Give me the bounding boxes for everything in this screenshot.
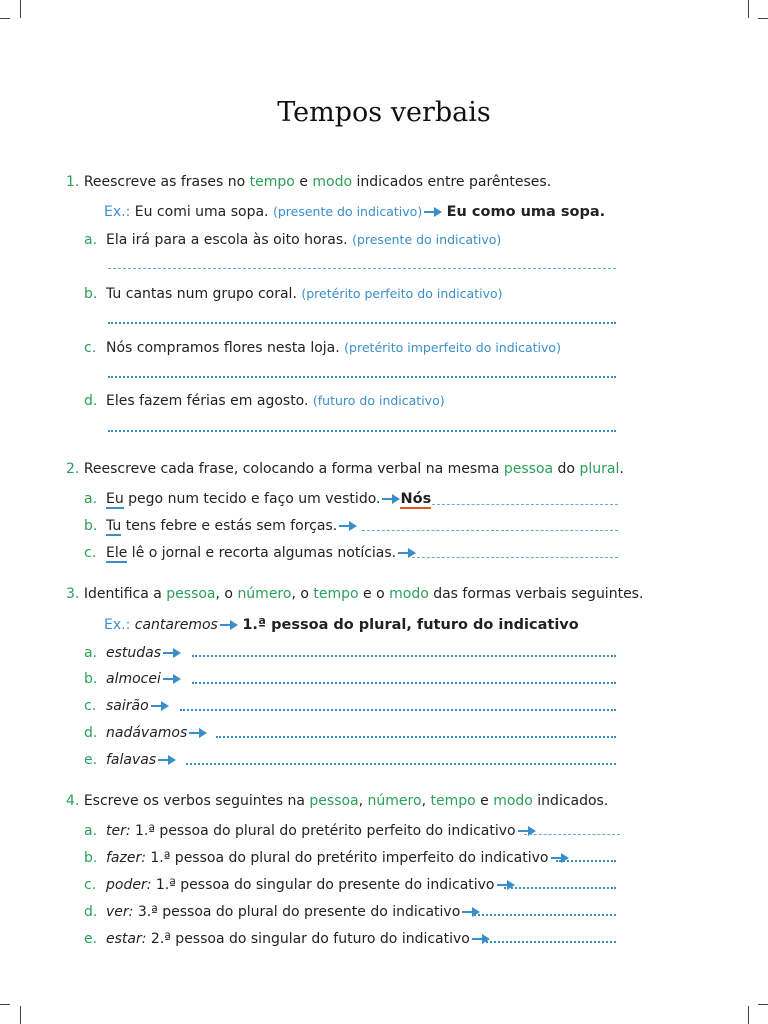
q3-item-b (84, 670, 181, 688)
q2-text: . (619, 461, 624, 477)
item-subject: Eu (106, 491, 124, 507)
q4-item-d (84, 903, 480, 921)
q4-text: , (358, 793, 368, 809)
q1-item-c (84, 339, 561, 357)
q3-number: 3. (66, 586, 80, 602)
answer-line-q3b[interactable] (192, 682, 616, 684)
answer-line-q4d[interactable] (474, 914, 616, 916)
item-letter: a. (84, 823, 98, 839)
item-letter: b. (84, 518, 98, 534)
q3-instruction (66, 585, 643, 603)
q4-text: Escreve os verbos seguintes na (83, 793, 310, 809)
answer-line-q3a[interactable] (192, 655, 616, 657)
arrow-icon (189, 728, 207, 738)
example-sentence: Eu comi uma sopa. (134, 204, 269, 220)
q4-item-e (84, 930, 490, 948)
answer-line-q2c[interactable] (412, 557, 618, 558)
crop-mark-top-left (20, 0, 21, 18)
q3-example (104, 616, 579, 634)
item-hint: (pretérito perfeito do indicativo) (301, 286, 503, 301)
q4-keyword-modo: modo (493, 793, 533, 809)
q1-number: 1. (66, 174, 80, 190)
q2-item-a (84, 490, 431, 508)
example-label: Ex.: (104, 617, 131, 633)
arrow-icon (424, 207, 442, 217)
answer-line-q1b[interactable] (108, 322, 616, 324)
item-letter: d. (84, 393, 98, 409)
arrow-icon (382, 494, 400, 504)
item-word: sairão (106, 698, 149, 714)
item-sentence: tens febre e estás sem forças. (121, 518, 338, 534)
q4-item-b (84, 849, 569, 867)
example-answer: Eu como uma sopa. (446, 204, 606, 220)
item-letter: b. (84, 671, 98, 687)
q3-item-c (84, 697, 169, 715)
item-sentence: Tu cantas num grupo coral. (106, 286, 297, 302)
answer-line-q2a[interactable] (432, 504, 618, 505)
item-letter: c. (84, 877, 97, 893)
crop-mark-right-bottom (758, 1004, 768, 1005)
crop-mark-bottom-right (748, 1006, 749, 1024)
q2-item-b (84, 517, 357, 535)
q4-keyword-numero: número (367, 793, 422, 809)
answer-line-q4e[interactable] (482, 941, 616, 943)
q4-item-c (84, 876, 515, 894)
item-letter: d. (84, 904, 98, 920)
crop-mark-left-top (0, 18, 10, 19)
item-letter: c. (84, 545, 97, 561)
item-letter: d. (84, 725, 98, 741)
item-verb: ver: (106, 904, 134, 920)
q3-item-e (84, 751, 176, 769)
item-sentence: pego num tecido e faço um vestido. (123, 491, 381, 507)
q2-keyword-pessoa: pessoa (503, 461, 554, 477)
item-letter: e. (84, 752, 98, 768)
item-word: almocei (106, 671, 161, 687)
crop-mark-bottom-left (20, 1006, 21, 1024)
q2-text: Reescreve cada frase, colocando a forma verbal na mesma (83, 461, 504, 477)
answer-line-q1a[interactable] (108, 268, 616, 269)
q3-item-a (84, 644, 181, 662)
page-title: Tempos verbais (277, 97, 491, 128)
q3-text: , o (291, 586, 314, 602)
item-letter: b. (84, 850, 98, 866)
answer-line-q1d[interactable] (108, 430, 616, 432)
item-letter: a. (84, 491, 98, 507)
q1-text: Reescreve as frases no (83, 174, 250, 190)
q3-keyword-pessoa: pessoa (166, 586, 216, 602)
item-subject: Tu (106, 518, 122, 534)
example-answer: 1.ª pessoa do plural, futuro do indicativo (242, 617, 579, 633)
item-hint: (presente do indicativo) (352, 232, 502, 247)
q4-keyword-tempo: tempo (430, 793, 476, 809)
example-hint: (presente do indicativo) (272, 204, 423, 219)
arrow-icon (339, 521, 357, 531)
q1-item-b (84, 285, 503, 303)
q3-text: Identifica a (83, 586, 167, 602)
q4-keyword-pessoa: pessoa (309, 793, 359, 809)
item-hint: (pretérito imperfeito do indicativo) (344, 340, 561, 355)
item-subject: Ele (106, 545, 128, 561)
item-letter: c. (84, 340, 97, 356)
item-letter: c. (84, 698, 97, 714)
q2-keyword-plural: plural (579, 461, 620, 477)
answer-line-q3e[interactable] (186, 763, 616, 765)
arrow-icon (220, 620, 238, 630)
item-hint: (futuro do indicativo) (312, 393, 445, 408)
item-verb: estar: (106, 931, 147, 947)
q3-keyword-tempo: tempo (313, 586, 359, 602)
q1-item-d (84, 392, 445, 410)
item-word: falavas (106, 752, 157, 768)
q4-item-a (84, 822, 536, 840)
arrow-icon (163, 648, 181, 658)
item-word: nadávamos (106, 725, 188, 741)
example-label: Ex.: (104, 204, 131, 220)
item-verb: poder: (106, 877, 152, 893)
q4-text: , (421, 793, 431, 809)
crop-mark-left-bottom (0, 1004, 10, 1005)
answer-line-q4b[interactable] (556, 860, 616, 862)
q1-text: indicados entre parênteses. (352, 174, 552, 190)
item-sentence: Nós compramos flores nesta loja. (106, 340, 340, 356)
item-sentence: lê o jornal e recorta algumas notícias. (127, 545, 397, 561)
arrow-icon (158, 755, 176, 765)
item-letter: a. (84, 645, 98, 661)
q4-instruction (66, 792, 608, 810)
answer-line-q4a[interactable] (524, 834, 620, 835)
q2-item-c (84, 544, 416, 562)
item-word: estudas (106, 645, 162, 661)
q3-keyword-numero: número (237, 586, 292, 602)
answer-line-q3d[interactable] (216, 736, 616, 738)
q1-keyword-modo: modo (312, 174, 353, 190)
answer-line-q4c[interactable] (504, 887, 616, 889)
item-verb: ter: (106, 823, 131, 839)
item-description: 1.ª pessoa do plural do pretérito imperfeito do indicativo (145, 850, 549, 866)
q2-number: 2. (66, 461, 80, 477)
answer-line-q2b[interactable] (362, 530, 618, 531)
arrow-icon (163, 674, 181, 684)
item-description: 1.ª pessoa do plural do pretérito perfeito do indicativo (130, 823, 516, 839)
item-letter: e. (84, 931, 98, 947)
example-word: cantaremos (134, 617, 218, 633)
q4-text: indicados. (532, 793, 609, 809)
item-letter: a. (84, 232, 98, 248)
example-answer: Nós (400, 491, 432, 507)
q3-keyword-modo: modo (389, 586, 429, 602)
item-verb: fazer: (106, 850, 146, 866)
q1-text: e (294, 174, 313, 190)
item-description: 1.ª pessoa do singular do presente do indicativo (151, 877, 495, 893)
item-letter: b. (84, 286, 98, 302)
q1-item-a (84, 231, 501, 249)
q1-example (104, 203, 605, 221)
q1-keyword-tempo: tempo (249, 174, 295, 190)
q2-text: do (553, 461, 580, 477)
crop-mark-top-right (748, 0, 749, 18)
q4-text: e (475, 793, 494, 809)
arrow-icon (151, 701, 169, 711)
q3-text: e o (358, 586, 390, 602)
q1-instruction (66, 173, 551, 191)
item-sentence: Ela irá para a escola às oito horas. (106, 232, 348, 248)
item-sentence: Eles fazem férias em agosto. (106, 393, 309, 409)
answer-line-q3c[interactable] (180, 709, 616, 711)
answer-line-q1c[interactable] (108, 376, 616, 378)
item-description: 2.ª pessoa do singular do futuro do indicativo (146, 931, 470, 947)
q3-text: das formas verbais seguintes. (428, 586, 644, 602)
q3-item-d (84, 724, 207, 742)
item-description: 3.ª pessoa do plural do presente do indicativo (133, 904, 461, 920)
q2-instruction (66, 460, 624, 478)
crop-mark-right-top (758, 18, 768, 19)
q4-number: 4. (66, 793, 80, 809)
q3-text: , o (215, 586, 238, 602)
